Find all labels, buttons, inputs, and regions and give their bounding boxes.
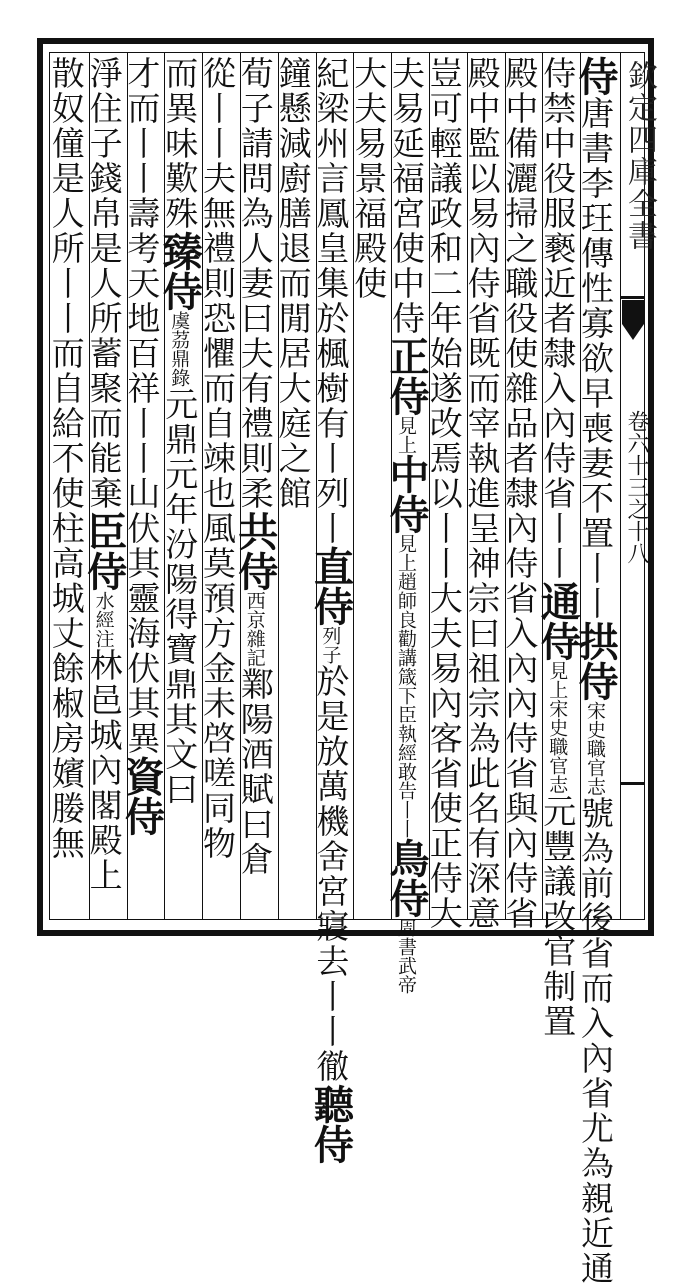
entry-headword: 臻侍 [156, 231, 204, 311]
body-text: 壽考天地百祥丨丨山伏其靈海伏其異 [122, 196, 162, 756]
source-citation: 西京雜記 [243, 591, 266, 667]
body-text: 淨住子錢帛是人所蓄聚而能棄 [84, 56, 124, 511]
text-column-15 [46, 56, 88, 916]
text-column-8 [307, 56, 355, 1164]
body-text: 從丨丨夫無禮則恐懼而自竦也 [197, 56, 237, 511]
source-citation: 見上 [394, 416, 417, 454]
book-title-margin: 欽定四庫全書 [622, 60, 657, 252]
fishtail-line-top [620, 296, 645, 299]
text-column-13 [118, 56, 166, 916]
entry-headword: 拱侍 [571, 621, 619, 701]
fishtail-line-bottom [620, 782, 645, 785]
source-citation: 見上趙師良勸講箴下臣執經敢告丨丨 [394, 534, 417, 838]
text-column-10 [231, 56, 279, 916]
text-column-7 [349, 56, 390, 916]
margin-divider [620, 52, 621, 920]
body-text: 號為前後省而入內省尤為親近通 [575, 796, 615, 1286]
text-column-5 [424, 56, 466, 931]
body-text: 散奴僮是人所丨丨而自給不使 [46, 56, 86, 511]
body-text: 荀子請問為人妻曰夫有禮則柔 [235, 56, 275, 511]
source-citation: 見上宋史職官志 [546, 661, 569, 794]
text-column-6 [382, 56, 430, 994]
body-text: 殿中備灑掃之職役使雜品者隸內侍省 [500, 56, 540, 616]
entry-headword: 中侍 [382, 454, 430, 534]
source-citation: 水經注 [92, 591, 115, 648]
entry-headword: 正侍 [382, 336, 430, 416]
body-text: 唐書李玨傳性寡欲早喪妻不置丨丨 [575, 96, 615, 621]
body-text: 夫易延福宮使中侍 [386, 56, 426, 336]
text-column-12 [156, 56, 204, 916]
body-text: 侍禁中役服褻近者隸入內侍省丨丨 [538, 56, 578, 581]
body-text: 鄴陽酒賦曰倉 [235, 667, 275, 877]
body-text: 大夫易景福殿使 [349, 56, 389, 301]
juan-number: 卷六十三之十八 [624, 410, 649, 564]
body-text: 於是放萬機舍宮寢去丨丨徹 [311, 664, 351, 1084]
entry-headword: 通侍 [534, 581, 582, 661]
text-column-2 [534, 56, 582, 1039]
body-text: 柱高城丈餘椒房嬪媵無 [46, 511, 86, 861]
entry-headword: 鳥侍 [382, 838, 430, 918]
body-text: 元豐議改官制置 [538, 794, 578, 1039]
body-text: 林邑城內閣殿上 [84, 648, 124, 893]
entry-headword: 聽侍 [307, 1084, 355, 1164]
entry-headword: 共侍 [231, 511, 279, 591]
body-text: 才而丨丨 [122, 56, 162, 196]
body-text: 紀梁州言鳳皇集於楓樹有丨列丨 [311, 56, 351, 546]
body-text: 而異味歎殊 [160, 56, 200, 231]
body-text: 殿中監以易內侍省既而宰執進呈神宗曰祖宗為此名有深意 [462, 56, 502, 931]
source-citation: 列子 [319, 626, 342, 664]
text-column-1 [571, 56, 619, 1286]
entry-headword: 侍 [571, 56, 619, 96]
source-citation: 周書武帝 [394, 918, 417, 994]
source-citation: 宋史職官志 [583, 701, 606, 796]
text-column-9 [273, 56, 315, 916]
body-text: 豈可輕議政和二年始遂改焉以丨丨大夫易內客省使正侍大 [424, 56, 464, 931]
body-text: 鐘懸減廚膳退而閒居大庭之館 [273, 56, 313, 511]
text-column-14 [80, 56, 128, 916]
source-citation: 虞茘鼎錄 [168, 311, 191, 387]
text-column-4 [462, 56, 504, 931]
body-text: 入內內侍省與內侍省 [500, 616, 540, 931]
body-text: 元鼎元年汾陽得寶鼎其文曰 [160, 387, 200, 807]
text-column-3 [500, 56, 542, 931]
entry-headword: 資侍 [118, 756, 166, 836]
body-text: 風莫預方金未啓嗟同物 [197, 511, 237, 861]
entry-headword: 臣侍 [80, 511, 128, 591]
entry-headword: 直侍 [307, 546, 355, 626]
text-column-11 [197, 56, 239, 916]
